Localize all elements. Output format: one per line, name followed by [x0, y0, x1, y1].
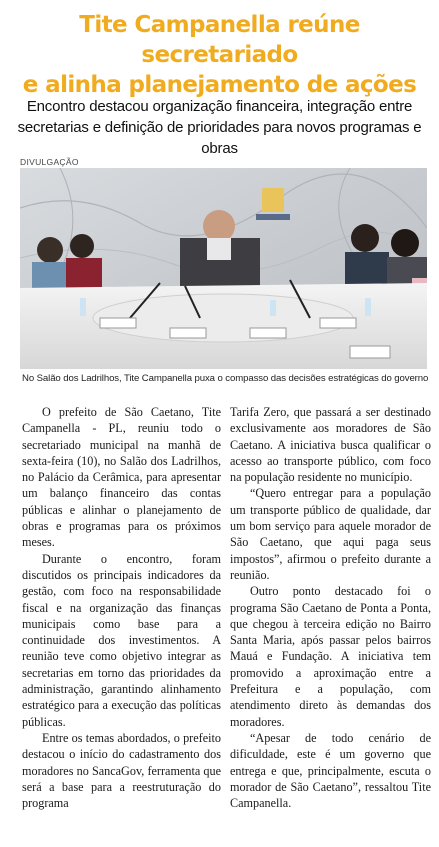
subheadline [8, 96, 431, 159]
paragraph: “Apesar de todo cenário de dificuldade, este é um governo que entrega e que, principalmente, escuta o morador de São Caetano”, ressaltou Tite Campanella. [230, 730, 431, 811]
headline [0, 10, 439, 100]
meeting-photo [20, 168, 427, 369]
body-column-left [22, 404, 221, 811]
subheadline-line-1: Encontro destacou organização financeira, integração entre [26, 98, 413, 115]
meeting-photo-illustration [20, 168, 427, 369]
paragraph-continuation: Tarifa Zero, que passará a ser destinado exclusivamente aos moradores de São Caetano. A iniciativa busca qualificar o acesso ao transporte público, com foco na população residente no município. [230, 405, 431, 485]
photo-credit: DIVULGAÇÃO [20, 157, 79, 167]
headline-line-2: e alinha planejamento de ações [22, 72, 417, 98]
body-column-right [230, 404, 431, 811]
paragraph: Entre os temas abordados, o prefeito destacou o início do cadastramento dos moradores no SancaGov, ferramenta que será a base para a reestruturação do programa [22, 730, 221, 811]
headline-line-1: Tite Campanella reúne secretariado [79, 12, 360, 68]
paragraph: O prefeito de São Caetano, Tite Campanella - PL, reuniu todo o secretariado municipal na manhã de sexta-feira (10), no Salão dos Ladrilhos, no Palácio da Cerâmica, para apresentar um balanço financeiro das contas públicas e alinhar o planejamento de obras e programas para os próximos meses. [22, 405, 221, 550]
subheadline-line-2: secretarias e definição de prioridades para novos programas e obras [17, 119, 422, 157]
paragraph: Durante o encontro, foram discutidos os principais indicadores da gestão, com foco na responsabilidade fiscal e na organização das finanças municipais como base para a continuidade dos investimentos. A reunião teve como objetivo integrar as secretarias em torno das prioridades da administração, garantindo alinhamento estratégico para a execução das políticas públicas. [22, 551, 221, 729]
paragraph: Outro ponto destacado foi o programa São Caetano de Ponta a Ponta, que chegou à terceira edição no Bairro Santa Maria, após passar pelos bairros Mauá e Fundação. A iniciativa tem promovido a aproximação entre a Prefeitura e a população, com atendimento direto às demandas dos moradores. [230, 584, 431, 729]
paragraph: “Quero entregar para a população um transporte público de qualidade, dar um bom serviço para aquele morador de São Caetano, que aqui paga seus impostos”, afirmou o prefeito durante a reunião. [230, 486, 431, 582]
photo-caption: No Salão dos Ladrilhos, Tite Campanella puxa o compasso das decisões estratégicas do governo [22, 373, 429, 384]
